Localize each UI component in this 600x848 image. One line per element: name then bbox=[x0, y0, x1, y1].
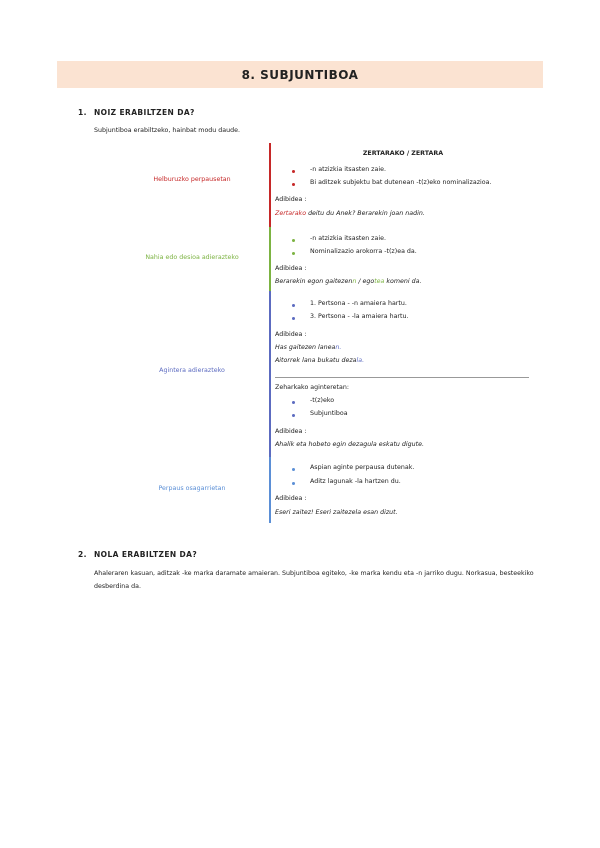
section-2-heading: 2. NOLA ERABILTZEN DA? bbox=[78, 550, 198, 559]
row-3-bullet-2: 3. Pertsona - -la amaiera hartu. bbox=[310, 313, 409, 320]
bullet-dot bbox=[292, 183, 295, 186]
row-1-example: Zertarako deitu du Anek? Berarekin joan nadin. bbox=[275, 210, 425, 217]
row-3-bar bbox=[269, 291, 271, 457]
row-4-bullet-1: Aspian aginte perpausa dutenak. bbox=[310, 464, 415, 471]
row-3-example-2: Aitorrek lana bukatu dezala. bbox=[275, 357, 365, 364]
row-3-sub-bullet-1: -t(z)eko bbox=[310, 397, 335, 404]
bullet-dot bbox=[292, 304, 295, 307]
bullet-dot bbox=[292, 468, 295, 471]
row-3-sub-heading: Zeharkako aginteretan: bbox=[275, 384, 350, 391]
table-header: ZERTARAKO / ZERTARA bbox=[362, 150, 444, 157]
row-3-example-3: Ahalik eta hobeto egin dezagula eskatu digute. bbox=[275, 441, 424, 448]
row-3-adibidea-2: Adibidea : bbox=[275, 428, 307, 435]
row-4-label: Perpaus osagarrietan bbox=[158, 485, 226, 492]
row-2-bullet-2: Nominalizazio arokorra -t(z)ea da. bbox=[310, 248, 417, 255]
row-2-example: Berarekin egon gaitezenn / egotea komeni da. bbox=[275, 278, 422, 285]
page-title: 8. SUBJUNTIBOA bbox=[241, 67, 359, 82]
row-2-bullet-1: -n atzizkia itsasten zaie. bbox=[310, 235, 386, 242]
row-1-label: Helburuzko perpausetan bbox=[153, 176, 231, 183]
title-banner bbox=[57, 61, 543, 88]
row-4-adibidea: Adibidea : bbox=[275, 495, 307, 502]
row-3-label: Agintera adierazteko bbox=[159, 367, 225, 374]
row-4-example: Eseri zaitez! Eseri zaitezela esan dizut. bbox=[275, 509, 398, 516]
row-1-adibidea: Adibidea : bbox=[275, 196, 307, 203]
bullet-dot bbox=[292, 401, 295, 404]
row-1-bullet-2: Bi aditzek subjektu bat dutenean -t(z)eko nominalizazioa. bbox=[310, 179, 492, 186]
row-1-bar bbox=[269, 143, 271, 227]
bullet-dot bbox=[292, 252, 295, 255]
row-3-adibidea: Adibidea : bbox=[275, 331, 307, 338]
bullet-dot bbox=[292, 239, 295, 242]
row-2-adibidea: Adibidea : bbox=[275, 265, 307, 272]
bullet-dot bbox=[292, 414, 295, 417]
section-1-intro: Subjuntiboa erabiltzeko, hainbat modu daude. bbox=[94, 127, 240, 134]
row-3-example-1: Has gaitezen lanean. bbox=[275, 344, 342, 351]
row-3-sub-bullet-2: Subjuntiboa bbox=[310, 410, 348, 417]
row-3-bullet-1: 1. Pertsona - -n amaiera hartu. bbox=[310, 300, 407, 307]
row-2-label: Nahia edo desioa adierazteko bbox=[145, 254, 239, 261]
bullet-dot bbox=[292, 170, 295, 173]
row-4-bullet-2: Aditz lagunak -la hartzen du. bbox=[310, 478, 401, 485]
bullet-dot bbox=[292, 317, 295, 320]
section-1-heading: 1. NOIZ ERABILTZEN DA? bbox=[78, 108, 195, 117]
row-1-bullet-1: -n atzizkia itsasten zaie. bbox=[310, 166, 386, 173]
bullet-dot bbox=[292, 482, 295, 485]
section-2-text: Ahaleraren kasuan, aditzak -ke marka daramate amaieran. Subjuntiboa egiteko, -ke marka kendu eta -n jarriko dugu. Norkasua, besteekiko desberdina da. bbox=[94, 570, 534, 590]
divider bbox=[275, 377, 529, 378]
